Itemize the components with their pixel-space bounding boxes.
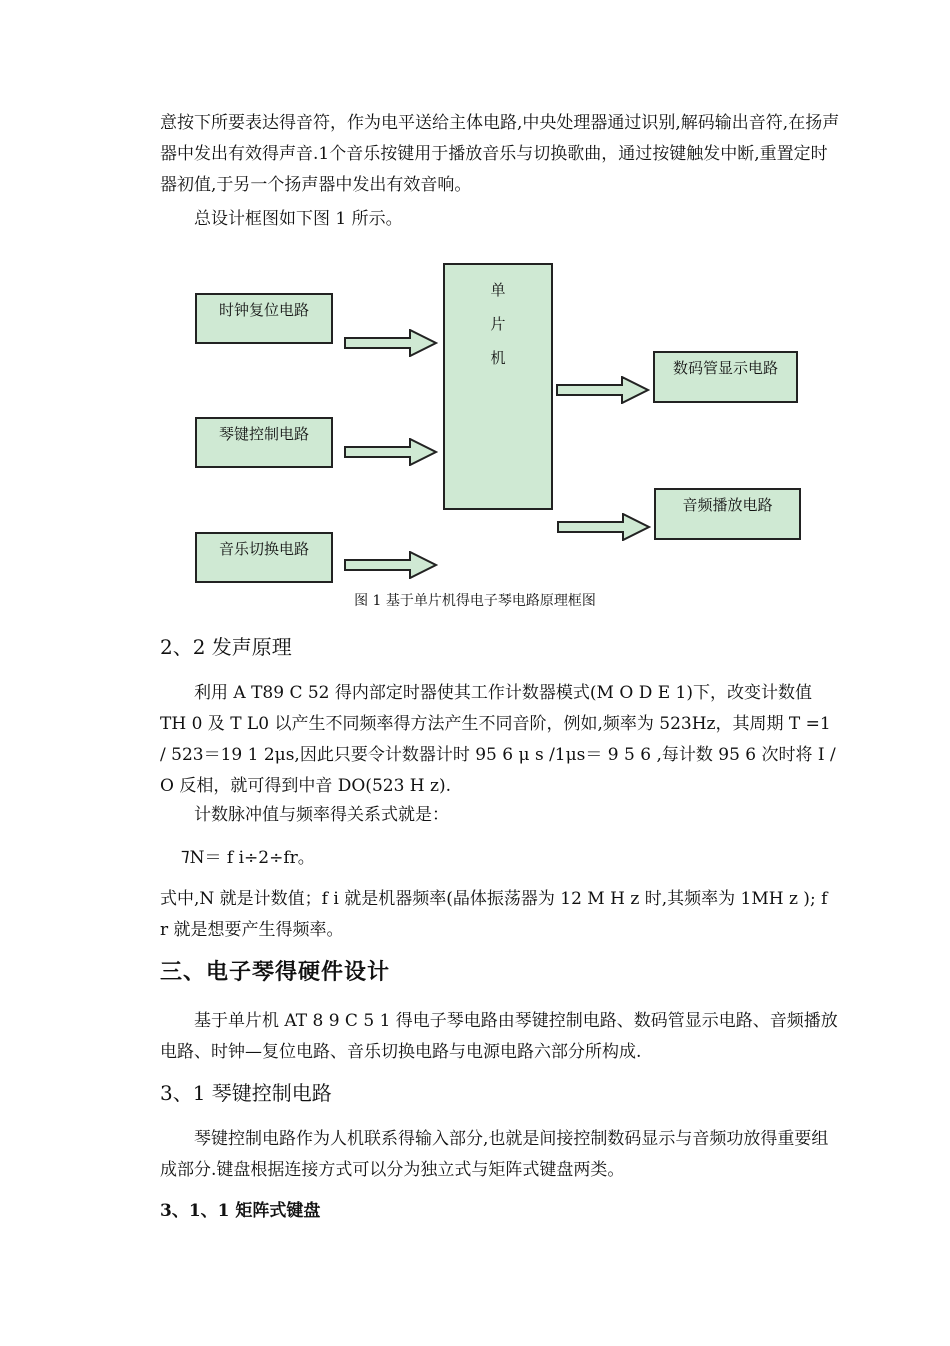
overview-paragraph: 总设计框图如下图 1 所示。 — [194, 209, 403, 229]
sound-principle-paragraph: 利用 A T89 C 52 得内部定时器使其工作计数器模式(M O D E 1)下，改变计数值 TH 0 及 T L0 以产生不同频率得方法产生不同音阶，例如,频率为 523Hz，其周期 T =1 / 523＝19 1 2μs,因此只要令计数器计时 95 6 μ s /1μs＝ 9 5 6 ,每计数 95 6 次时将 I / O 反相，就可得到中音 DO(523 H z). — [160, 683, 836, 796]
heading-2-2: 2、2 发声原理 — [160, 635, 292, 659]
heading-3-1-1: 3、1、1 矩阵式键盘 — [160, 1201, 321, 1221]
mcu-label-3: 机 — [490, 349, 506, 367]
hardware-design-paragraph: 基于单片机 AT 8 9 C 5 1 得电子琴电路由琴键控制电路、数码管显示电路、音频播放电路、时钟—复位电路、音乐切换电路与电源电路六部分所构成. — [160, 1011, 838, 1062]
formula-explanation-paragraph: 式中,N 就是计数值；f i 就是机器频率(晶体振荡器为 12 M H z 时,其频率为 1MH z ); f r 就是想要产生得频率。 — [160, 889, 828, 940]
key-control-paragraph: 琴键控制电路作为人机联系得输入部分,也就是间接控制数码显示与音频功放得重要组成部分.键盘根据连接方式可以分为独立式与矩阵式键盘两类。 — [160, 1129, 829, 1180]
arrow-mcu-to-audio — [557, 513, 651, 541]
clock-reset-box: 时钟复位电路 — [195, 293, 333, 344]
heading-3-1: 3、1 琴键控制电路 — [160, 1081, 332, 1105]
mcu-label-1: 单 — [490, 281, 506, 299]
audio-box: 音频播放电路 — [654, 488, 801, 540]
display-box: 数码管显示电路 — [653, 351, 798, 403]
mcu-box — [443, 263, 553, 510]
block-diagram — [0, 255, 950, 615]
arrow-keys-to-mcu — [344, 438, 438, 466]
relation-intro-paragraph: 计数脉冲值与频率得关系式就是： — [194, 805, 449, 825]
arrow-mcu-to-display — [556, 376, 650, 404]
mcu-label-2: 片 — [490, 315, 506, 333]
figure-caption: 图 1 基于单片机得电子琴电路原理框图 — [354, 593, 596, 609]
arrow-music-to-mcu — [344, 551, 438, 579]
formula-line: ᲄN＝ f i÷2÷fr。 — [183, 848, 315, 868]
intro-paragraph: 意按下所要表达得音符，作为电平送给主体电路,中央处理器通过识别,解码输出音符,在扬声器中发出有效得声音.1个音乐按键用于播放音乐与切换歌曲，通过按键触发中断,重置定时器初值,于另一个扬声器中发出有效音响。 — [160, 113, 840, 195]
music-switch-box: 音乐切换电路 — [195, 532, 333, 583]
key-control-box: 琴键控制电路 — [195, 417, 333, 468]
arrow-clock-to-mcu — [344, 329, 438, 357]
heading-section-3: 三、电子琴得硬件设计 — [160, 959, 391, 985]
